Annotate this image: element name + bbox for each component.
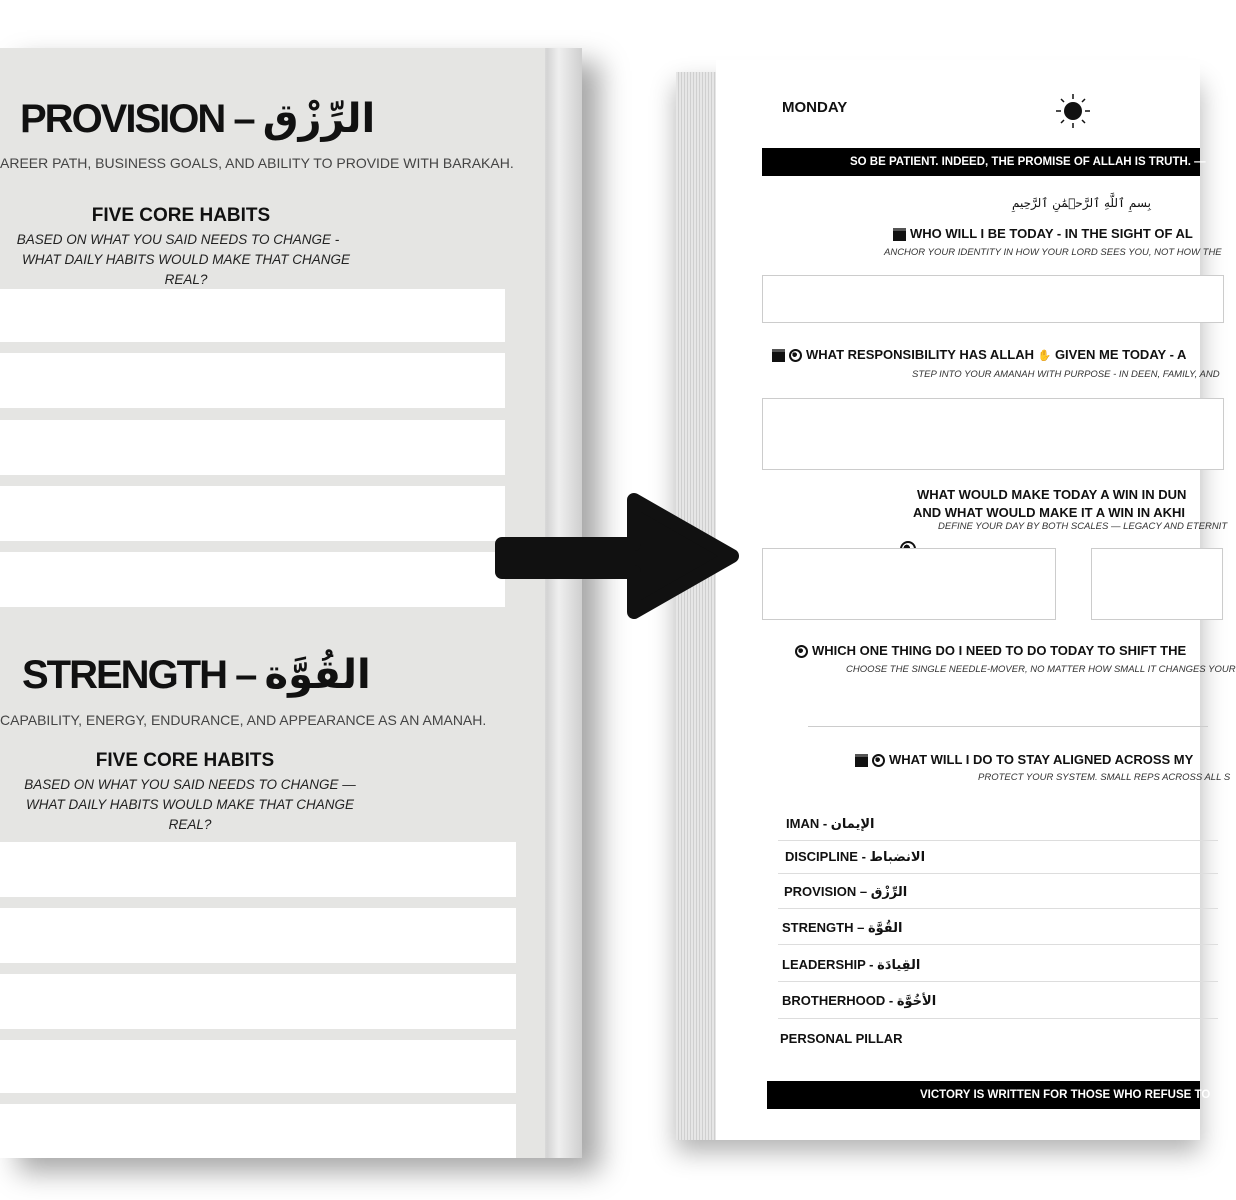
provision-habit-box[interactable] bbox=[0, 552, 505, 607]
provision-habit-box[interactable] bbox=[0, 420, 505, 475]
pillar-label: PROVISION – الرِّزْق bbox=[784, 884, 908, 899]
provision-habits-sub-2: WHAT DAILY HABITS WOULD MAKE THAT CHANGE REAL? bbox=[21, 252, 351, 287]
hand-icon: ✋ bbox=[1037, 350, 1052, 362]
right-arrow-icon bbox=[494, 492, 739, 620]
q4-subtitle: CHOOSE THE SINGLE NEEDLE-MOVER, NO MATTER HOW SMALL IT CHANGES YOUR bbox=[846, 664, 1236, 675]
strength-habit-box[interactable] bbox=[0, 1040, 516, 1093]
basmala: بِسمِ ٱللَّهِ ٱلرَّحۡمَٰنِ ٱلرَّحِيمِ bbox=[1012, 196, 1151, 210]
q2-subtitle: STEP INTO YOUR AMANAH WITH PURPOSE - IN DEEN, FAMILY, AND bbox=[912, 369, 1220, 380]
globe-icon bbox=[789, 349, 802, 362]
strength-habit-box[interactable] bbox=[0, 1104, 516, 1158]
akhirah-win-box[interactable] bbox=[1091, 548, 1223, 620]
strength-habits-heading: FIVE CORE HABITS bbox=[95, 750, 275, 771]
provision-description: AREER PATH, BUSINESS GOALS, AND ABILITY TO PROVIDE WITH BARAKAH. bbox=[0, 155, 514, 171]
sun-icon bbox=[1054, 92, 1092, 130]
q3-title-line1: WHAT WOULD MAKE TODAY A WIN IN DUN bbox=[917, 487, 1187, 502]
globe-icon bbox=[872, 754, 885, 767]
provision-title-ar: الرِّزْق bbox=[262, 96, 376, 142]
provision-habits-sub-1: BASED ON WHAT YOU SAID NEEDS TO CHANGE - bbox=[16, 232, 340, 247]
provision-habit-box[interactable] bbox=[0, 353, 505, 408]
pillar-line[interactable] bbox=[778, 873, 1218, 874]
provision-title bbox=[20, 96, 420, 142]
pillar-label: PERSONAL PILLAR bbox=[780, 1031, 903, 1046]
strength-description: CAPABILITY, ENERGY, ENDURANCE, AND APPEARANCE AS AN AMANAH. bbox=[0, 712, 487, 728]
pillar-label: LEADERSHIP - القِيادَة bbox=[782, 957, 921, 972]
q5-subtitle: PROTECT YOUR SYSTEM. SMALL REPS ACROSS ALL S bbox=[978, 772, 1231, 783]
strength-habits-sub-1: BASED ON WHAT YOU SAID NEEDS TO CHANGE — bbox=[24, 777, 356, 792]
top-banner-text: SO BE PATIENT. INDEED, THE PROMISE OF ALLAH IS TRUTH. — bbox=[850, 156, 1206, 168]
bottom-banner bbox=[767, 1081, 1211, 1109]
strength-habits-sub-2: WHAT DAILY HABITS WOULD MAKE THAT CHANGE REAL? bbox=[25, 797, 355, 832]
q1-title-text: WHO WILL I BE TODAY - IN THE SIGHT OF AL bbox=[910, 226, 1193, 241]
q2-title-text-b: GIVEN ME TODAY - A bbox=[1054, 347, 1187, 362]
kaaba-icon bbox=[893, 228, 906, 241]
q5-title bbox=[855, 752, 1193, 767]
strength-habit-box[interactable] bbox=[0, 974, 516, 1029]
q4-title bbox=[795, 643, 1186, 658]
title-separator: – bbox=[235, 653, 256, 697]
pillar-line[interactable] bbox=[778, 1018, 1218, 1019]
pillar-line[interactable] bbox=[778, 944, 1218, 945]
title-separator: – bbox=[233, 97, 254, 141]
pillar-line[interactable] bbox=[778, 908, 1218, 909]
globe-icon bbox=[795, 645, 808, 658]
q1-subtitle: ANCHOR YOUR IDENTITY IN HOW YOUR LORD SEES YOU, NOT HOW THE bbox=[884, 247, 1222, 258]
dunya-win-box[interactable] bbox=[762, 548, 1056, 620]
strength-habit-box[interactable] bbox=[0, 842, 516, 897]
q1-title bbox=[893, 226, 1193, 241]
q4-title-text: WHICH ONE THING DO I NEED TO DO TODAY TO SHIFT THE bbox=[812, 643, 1187, 658]
strength-habit-box[interactable] bbox=[0, 908, 516, 963]
q3-subtitle: DEFINE YOUR DAY BY BOTH SCALES — LEGACY AND ETERNIT bbox=[938, 521, 1228, 532]
pillar-label: IMAN - الإيمان bbox=[786, 816, 875, 831]
bottom-banner-text: VICTORY IS WRITTEN FOR THOSE WHO REFUSE TO bbox=[920, 1089, 1211, 1101]
q3-title-line2: AND WHAT WOULD MAKE IT A WIN IN AKHI bbox=[913, 505, 1185, 520]
top-banner bbox=[762, 148, 1206, 176]
pillar-label: BROTHERHOOD - الأخُوَّة bbox=[782, 993, 937, 1008]
strength-title-en: STRENGTH bbox=[22, 653, 226, 697]
q1-answer-box[interactable] bbox=[762, 275, 1224, 323]
kaaba-icon bbox=[772, 349, 785, 362]
provision-habit-box[interactable] bbox=[0, 486, 505, 541]
kaaba-icon bbox=[855, 754, 868, 767]
strength-title bbox=[22, 652, 422, 698]
q2-title bbox=[772, 347, 1186, 362]
q2-answer-box[interactable] bbox=[762, 398, 1224, 470]
q5-title-text: WHAT WILL I DO TO STAY ALIGNED ACROSS MY bbox=[889, 752, 1194, 767]
q4-answer-line[interactable] bbox=[808, 726, 1208, 727]
day-label: MONDAY bbox=[782, 99, 848, 116]
strength-title-ar: القُوَّة bbox=[264, 652, 371, 698]
provision-habits-heading: FIVE CORE HABITS bbox=[91, 205, 271, 226]
q2-title-text-a: WHAT RESPONSIBILITY HAS ALLAH bbox=[806, 347, 1034, 362]
provision-habit-box[interactable] bbox=[0, 289, 505, 342]
pillar-line[interactable] bbox=[778, 981, 1218, 982]
pillar-line[interactable] bbox=[778, 840, 1218, 841]
provision-title-en: PROVISION bbox=[20, 97, 225, 141]
pillar-label: DISCIPLINE - الانضباط bbox=[785, 849, 926, 864]
pillar-label: STRENGTH – القُوَّة bbox=[782, 920, 903, 935]
